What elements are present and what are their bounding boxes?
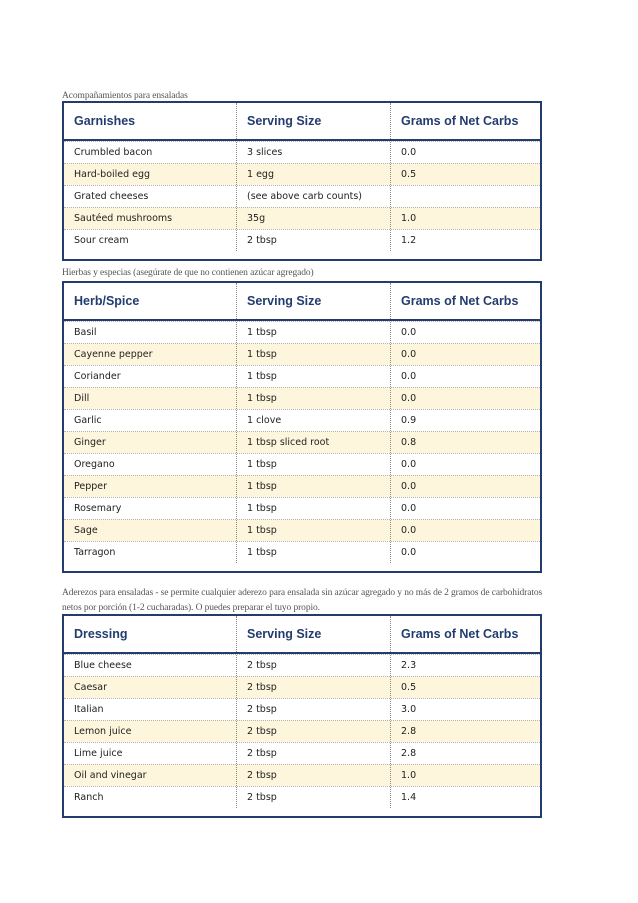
cell-carbs: 0.0 [401,349,417,360]
cell-item: Sage [74,525,98,536]
cell-serving: 1 clove [247,415,282,426]
table-header [64,616,540,654]
table-row [64,343,540,365]
header-carbs: Grams of Net Carbs [390,616,540,652]
table-row [64,742,540,764]
table-row [64,698,540,720]
dressings-caption-line2: netos por porción (1-2 cucharadas). O puedes preparar el tuyo propio. [62,603,320,613]
header-serving: Serving Size [236,283,390,319]
table-row [64,541,540,563]
cell-item: Tarragon [74,547,116,558]
table-row [64,387,540,409]
cell-carbs: 0.0 [401,147,417,158]
cell-serving: (see above carb counts) [247,191,362,202]
header-item: Herb/Spice [74,294,140,308]
table-row [64,163,540,185]
cell-serving: 1 tbsp [247,371,277,382]
table-row [64,720,540,742]
cell-item: Grated cheeses [74,191,149,202]
herbs-table [62,281,542,573]
cell-carbs: 2.8 [401,748,417,759]
herbs-caption: Hierbas y especias (asegúrate de que no contienen azúcar agregado) [62,268,314,278]
cell-item: Sautéed mushrooms [74,213,173,224]
table-row [64,207,540,229]
cell-carbs: 2.3 [401,660,417,671]
cell-item: Crumbled bacon [74,147,153,158]
cell-item: Hard-boiled egg [74,169,151,180]
cell-carbs: 1.0 [401,770,417,781]
cell-carbs: 0.0 [401,503,417,514]
table-row [64,185,540,207]
cell-serving: 1 tbsp [247,547,277,558]
table-row [64,141,540,163]
header-serving: Serving Size [236,103,390,139]
garnishes-caption: Acompañamientos para ensaladas [62,91,188,101]
cell-serving: 2 tbsp [247,792,277,803]
cell-carbs: 1.0 [401,213,417,224]
cell-item: Italian [74,704,104,715]
table-row [64,475,540,497]
garnishes-table [62,101,542,261]
cell-serving: 1 egg [247,169,274,180]
table-row [64,786,540,808]
cell-item: Oil and vinegar [74,770,147,781]
cell-carbs: 0.5 [401,169,417,180]
table-header [64,283,540,321]
cell-item: Coriander [74,371,121,382]
cell-item: Ranch [74,792,104,803]
table-row [64,497,540,519]
cell-carbs: 1.4 [401,792,417,803]
table-row [64,431,540,453]
cell-serving: 1 tbsp [247,349,277,360]
cell-item: Blue cheese [74,660,132,671]
cell-carbs: 0.8 [401,437,417,448]
table-row [64,764,540,786]
table-row [64,409,540,431]
cell-serving: 2 tbsp [247,770,277,781]
cell-carbs: 2.8 [401,726,417,737]
table-row [64,519,540,541]
cell-item: Rosemary [74,503,122,514]
table-row [64,676,540,698]
cell-item: Sour cream [74,235,129,246]
cell-carbs: 3.0 [401,704,417,715]
table-header [64,103,540,141]
cell-carbs: 1.2 [401,235,417,246]
cell-carbs: 0.0 [401,393,417,404]
header-item: Dressing [74,627,128,641]
cell-item: Pepper [74,481,108,492]
cell-item: Caesar [74,682,107,693]
cell-carbs: 0.0 [401,481,417,492]
table-row [64,365,540,387]
cell-carbs: 0.0 [401,371,417,382]
header-item: Garnishes [74,114,136,128]
cell-serving: 3 slices [247,147,283,158]
cell-carbs: 0.0 [401,327,417,338]
cell-item: Dill [74,393,90,404]
cell-carbs: 0.9 [401,415,417,426]
dressings-table [62,614,542,818]
cell-serving: 2 tbsp [247,726,277,737]
cell-serving: 2 tbsp [247,748,277,759]
cell-serving: 2 tbsp [247,704,277,715]
table-row [64,321,540,343]
header-serving: Serving Size [236,616,390,652]
cell-serving: 1 tbsp [247,393,277,404]
cell-serving: 1 tbsp [247,327,277,338]
cell-carbs: 0.0 [401,459,417,470]
cell-serving: 1 tbsp sliced root [247,437,330,448]
cell-serving: 2 tbsp [247,682,277,693]
cell-serving: 1 tbsp [247,459,277,470]
dressings-caption-line1: Aderezos para ensaladas - se permite cualquier aderezo para ensalada sin azúcar agregado y no más de 2 gramos de carbohidratos [62,588,543,598]
cell-serving: 2 tbsp [247,660,277,671]
header-carbs: Grams of Net Carbs [390,103,540,139]
table-row [64,229,540,251]
header-carbs: Grams of Net Carbs [390,283,540,319]
table-row [64,654,540,676]
cell-serving: 1 tbsp [247,481,277,492]
cell-serving: 1 tbsp [247,503,277,514]
cell-serving: 35g [247,213,266,224]
cell-item: Oregano [74,459,115,470]
cell-item: Lemon juice [74,726,132,737]
table-row [64,453,540,475]
cell-item: Basil [74,327,97,338]
cell-serving: 1 tbsp [247,525,277,536]
cell-serving: 2 tbsp [247,235,277,246]
cell-item: Lime juice [74,748,123,759]
cell-item: Ginger [74,437,106,448]
cell-item: Garlic [74,415,102,426]
cell-carbs: 0.5 [401,682,417,693]
cell-carbs: 0.0 [401,525,417,536]
cell-carbs: 0.0 [401,547,417,558]
cell-item: Cayenne pepper [74,349,153,360]
